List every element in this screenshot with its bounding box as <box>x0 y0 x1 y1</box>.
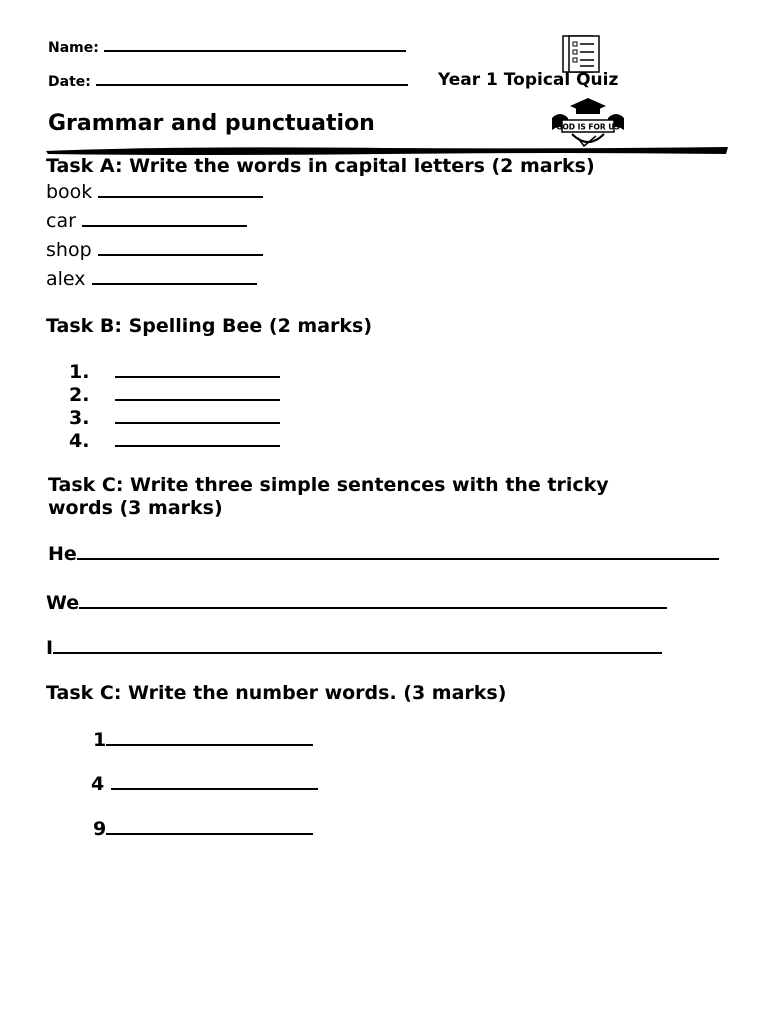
number-word-item[interactable] <box>93 818 313 840</box>
sentence-line[interactable] <box>46 637 662 659</box>
sentence-starter: I <box>46 637 54 659</box>
sentence-line[interactable] <box>46 592 667 614</box>
answer-line[interactable] <box>53 638 662 654</box>
task-a-item[interactable] <box>46 268 257 290</box>
name-field[interactable] <box>48 38 406 56</box>
date-label: Date: <box>48 74 91 90</box>
date-line[interactable] <box>96 72 408 86</box>
task-b-item[interactable] <box>69 384 280 406</box>
task-a-word: car <box>46 210 76 232</box>
sentence-starter: We <box>46 592 80 614</box>
answer-line[interactable] <box>92 269 257 285</box>
answer-line[interactable] <box>106 730 313 746</box>
task-b-item[interactable] <box>69 361 280 383</box>
answer-line[interactable] <box>111 774 318 790</box>
sentence-starter: He <box>48 543 77 565</box>
item-number: 2. <box>69 384 90 406</box>
answer-line[interactable] <box>115 362 280 378</box>
checklist-icon <box>561 34 603 74</box>
quiz-title: Year 1 Topical Quiz <box>438 70 619 90</box>
number-word-item[interactable] <box>93 729 313 751</box>
school-logo <box>548 96 628 152</box>
answer-line[interactable] <box>82 211 247 227</box>
answer-line[interactable] <box>79 593 667 609</box>
answer-line[interactable] <box>77 544 719 560</box>
task-c-sentences-heading-cont: words (3 marks) <box>48 497 223 519</box>
task-b-heading: Task B: Spelling Bee (2 marks) <box>46 315 373 337</box>
answer-line[interactable] <box>98 182 263 198</box>
name-label: Name: <box>48 40 99 56</box>
task-a-word: shop <box>46 239 92 261</box>
number-word-item[interactable] <box>91 773 318 795</box>
answer-line[interactable] <box>106 819 313 835</box>
item-number: 1. <box>69 361 90 383</box>
answer-line[interactable] <box>115 408 280 424</box>
logo-text: GOD IS FOR US <box>556 122 620 132</box>
page-title: Grammar and punctuation <box>48 111 375 136</box>
answer-line[interactable] <box>115 385 280 401</box>
answer-line[interactable] <box>98 240 263 256</box>
task-a-item[interactable] <box>46 210 247 232</box>
task-b-item[interactable] <box>69 430 280 452</box>
task-a-item[interactable] <box>46 239 263 261</box>
task-a-word: alex <box>46 268 86 290</box>
task-a-item[interactable] <box>46 181 263 203</box>
number-value: 1 <box>93 729 107 751</box>
number-value: 9 <box>93 818 107 840</box>
date-field[interactable] <box>48 72 408 90</box>
task-a-heading: Task A: Write the words in capital letters (2 marks) <box>46 155 595 177</box>
item-number: 3. <box>69 407 90 429</box>
number-value: 4 <box>91 773 105 795</box>
name-line[interactable] <box>104 38 406 52</box>
task-a-word: book <box>46 181 93 203</box>
task-b-item[interactable] <box>69 407 280 429</box>
answer-line[interactable] <box>115 431 280 447</box>
task-c-numbers-heading: Task C: Write the number words. (3 marks) <box>46 682 507 704</box>
sentence-line[interactable] <box>48 543 719 565</box>
item-number: 4. <box>69 430 90 452</box>
task-c-sentences-heading: Task C: Write three simple sentences with the tricky <box>48 474 609 496</box>
